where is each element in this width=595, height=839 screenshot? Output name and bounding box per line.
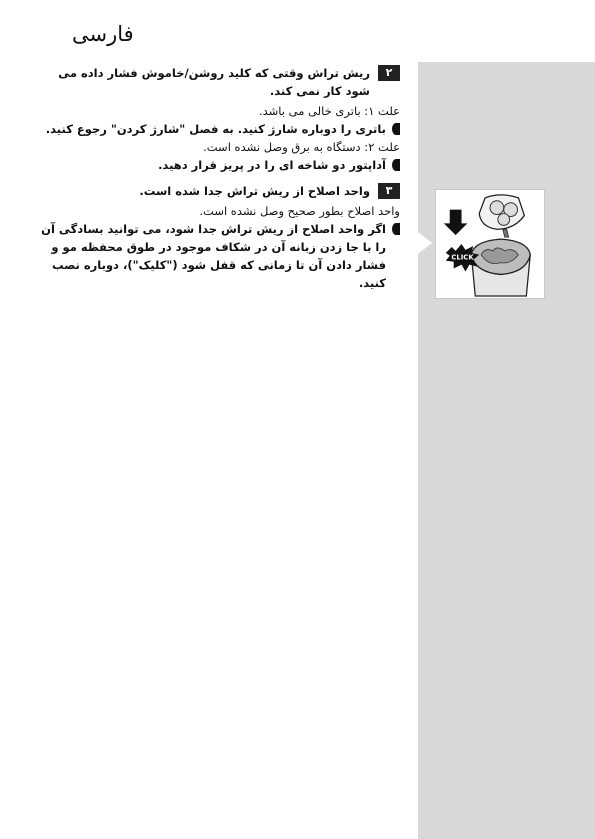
solution-text: باتری را دوباره شارژ کنید. به فصل "شارژ کردن" رجوع کنید. (45, 122, 386, 136)
illustration-column (418, 62, 595, 839)
section-3 (40, 182, 400, 292)
problem-heading (40, 64, 400, 100)
bullet-icon (392, 223, 400, 235)
problem-heading (40, 182, 400, 200)
solution-text: اگر واحد اصلاح از ریش تراش جدا شود، می توانید بسادگی آن را با جا زدن زبانه آن در شکاف موجود در طوق محفظه مو و فشار دادن آن تا زمانی که قفل شود ("کلیک")، دوباره نصب کنید. (41, 222, 386, 290)
section-2 (40, 64, 400, 174)
step-number: ۳ (378, 183, 400, 199)
troubleshooting-content (40, 64, 400, 296)
problem-heading-text: واحد اصلاح از ریش تراش جدا شده است. (139, 184, 370, 198)
cause-text: علت ۲: دستگاه به برق وصل نشده است. (203, 140, 400, 154)
shaver-head-attach-icon (435, 189, 545, 299)
step-number: ۲ (378, 65, 400, 81)
problem-heading-text: ریش تراش وقتی که کلید روشن/خاموش فشار داده می شود کار نمی کند. (58, 66, 370, 98)
solution-item (40, 220, 400, 292)
solution-item (40, 120, 400, 138)
pointer-arrow (418, 232, 432, 254)
language-title: فارسی (72, 22, 134, 46)
click-label: CLICK (451, 253, 474, 262)
bullet-icon (392, 159, 400, 171)
solution-item (40, 156, 400, 174)
cause-text: علت ۱: باتری خالی می باشد. (258, 104, 400, 118)
bullet-icon (392, 123, 400, 135)
cause-text: واحد اصلاح بطور صحیح وصل نشده است. (199, 204, 400, 218)
solution-text: آداپتور دو شاخه ای را در پریز قرار دهید. (158, 158, 386, 172)
